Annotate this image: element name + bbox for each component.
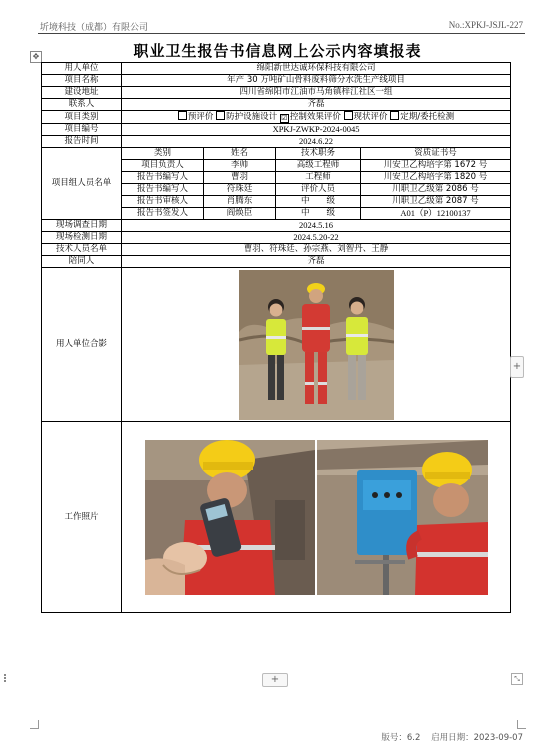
report-time-value[interactable]: 2024.6.22 bbox=[122, 136, 511, 148]
member-name[interactable]: 肖腾东 bbox=[204, 196, 276, 208]
checkbox-icon[interactable] bbox=[216, 111, 225, 120]
member-category: 报告书编写人 bbox=[122, 172, 204, 184]
member-cert[interactable]: 川安卫乙构培字第 1820 号 bbox=[361, 172, 511, 184]
sampling-date-value[interactable]: 2024.5.20-22 bbox=[122, 232, 511, 244]
page-corner-mark-icon bbox=[30, 720, 39, 729]
member-cert[interactable]: 川职卫乙级第 2087 号 bbox=[361, 196, 511, 208]
sampling-date-label: 现场检测日期 bbox=[42, 232, 122, 244]
team-header-cert: 资质证书号 bbox=[361, 148, 511, 160]
group-photo-label: 用人单位合影 bbox=[42, 268, 122, 422]
group-photo[interactable] bbox=[239, 270, 394, 420]
row-category bbox=[42, 111, 511, 124]
member-title[interactable]: 评价人员 bbox=[276, 184, 361, 196]
member-category: 报告书审核人 bbox=[122, 196, 204, 208]
escort-label: 陪同人 bbox=[42, 256, 122, 268]
employer-value[interactable]: 绵阳新世达诚环保科技有限公司 bbox=[122, 63, 511, 75]
checkbox-icon[interactable] bbox=[344, 111, 353, 120]
member-name[interactable]: 曹羽 bbox=[204, 172, 276, 184]
row-report-time bbox=[42, 136, 511, 148]
member-category: 项目负责人 bbox=[122, 160, 204, 172]
address-label: 建设地址 bbox=[42, 87, 122, 99]
work-photo-label: 工作照片 bbox=[42, 422, 122, 613]
member-title[interactable]: 中 级 bbox=[276, 208, 361, 220]
tech-staff-label: 技术人员名单 bbox=[42, 244, 122, 256]
category-option[interactable]: 预评价 bbox=[178, 112, 214, 122]
team-header-name: 姓名 bbox=[204, 148, 276, 160]
project-no-value[interactable]: XPKJ-ZWKP-2024-0045 bbox=[122, 124, 511, 136]
row-address bbox=[42, 87, 511, 99]
document-number: No.:XPKJ-JSJL-227 bbox=[448, 20, 523, 30]
report-time-label: 报告时间 bbox=[42, 136, 122, 148]
row-group-photo bbox=[42, 268, 511, 422]
contact-label: 联系人 bbox=[42, 99, 122, 111]
category-option[interactable]: 防护设施设计 bbox=[216, 112, 277, 122]
resize-handle-icon[interactable]: ⤡ bbox=[511, 673, 523, 685]
table-move-handle-icon[interactable]: ✥ bbox=[30, 51, 42, 63]
member-cert[interactable]: A01（P）12100137 bbox=[361, 208, 511, 220]
work-photo-cell bbox=[122, 422, 511, 613]
project-no-label: 项目编号 bbox=[42, 124, 122, 136]
member-name[interactable]: 李帅 bbox=[204, 160, 276, 172]
contact-value[interactable]: 齐磊 bbox=[122, 99, 511, 111]
company-header: 圻境科技（成都）有限公司 bbox=[40, 23, 149, 33]
category-option[interactable]: 定期/委托检测 bbox=[390, 112, 454, 122]
page-title: 职业卫生报告书信息网上公示内容填报表 bbox=[133, 42, 422, 60]
category-options bbox=[122, 111, 511, 124]
work-photo-image bbox=[145, 440, 488, 595]
drag-handle-icon[interactable] bbox=[2, 673, 8, 687]
category-label: 项目类别 bbox=[42, 111, 122, 124]
group-photo-cell bbox=[122, 268, 511, 422]
escort-value[interactable]: 齐磊 bbox=[122, 256, 511, 268]
page-footer bbox=[381, 731, 523, 743]
header-divider bbox=[38, 33, 525, 34]
member-title[interactable]: 中 级 bbox=[276, 196, 361, 208]
survey-date-value[interactable]: 2024.5.16 bbox=[122, 220, 511, 232]
checkbox-icon[interactable] bbox=[390, 111, 399, 120]
category-option[interactable]: 现状评价 bbox=[344, 112, 388, 122]
project-label: 项目名称 bbox=[42, 75, 122, 87]
checkbox-checked-icon[interactable]: ☑ bbox=[281, 114, 288, 122]
member-name[interactable]: 符珠廷 bbox=[204, 184, 276, 196]
group-photo-image bbox=[239, 270, 394, 420]
category-option-checked[interactable]: ☑ 控制效果评价 bbox=[281, 112, 341, 122]
member-name[interactable]: 阎焕臣 bbox=[204, 208, 276, 220]
row-employer bbox=[42, 63, 511, 75]
member-title[interactable]: 高级工程师 bbox=[276, 160, 361, 172]
add-column-icon[interactable]: + bbox=[510, 356, 524, 378]
row-tech-staff bbox=[42, 244, 511, 256]
member-cert[interactable]: 川安卫乙构培字第 1672 号 bbox=[361, 160, 511, 172]
row-sampling-date bbox=[42, 232, 511, 244]
row-survey-date bbox=[42, 220, 511, 232]
effective-date: 启用日期：2023-09-07 bbox=[431, 733, 523, 743]
page-corner-mark-icon bbox=[517, 720, 526, 729]
version-number: 版号：6.2 bbox=[381, 733, 421, 743]
member-title[interactable]: 工程师 bbox=[276, 172, 361, 184]
member-category: 报告书签发人 bbox=[122, 208, 204, 220]
project-value[interactable]: 年产 30 万吨矿山骨料废料筛分水洗生产线项目 bbox=[122, 75, 511, 87]
survey-date-label: 现场调查日期 bbox=[42, 220, 122, 232]
employer-label: 用人单位 bbox=[42, 63, 122, 75]
row-work-photo bbox=[42, 422, 511, 613]
row-project-no bbox=[42, 124, 511, 136]
row-contact bbox=[42, 99, 511, 111]
report-form-table bbox=[41, 62, 511, 613]
team-header-row bbox=[42, 148, 511, 160]
address-value[interactable]: 四川省绵阳市江油市马角镇梓江社区一组 bbox=[122, 87, 511, 99]
team-label: 项目组人员名单 bbox=[42, 148, 122, 220]
add-row-icon[interactable]: + bbox=[262, 673, 288, 687]
row-project bbox=[42, 75, 511, 87]
member-cert[interactable]: 川职卫乙级第 2086 号 bbox=[361, 184, 511, 196]
work-photo[interactable] bbox=[145, 440, 488, 595]
team-header-title: 技术职务 bbox=[276, 148, 361, 160]
member-category: 报告书编写人 bbox=[122, 184, 204, 196]
row-escort bbox=[42, 256, 511, 268]
checkbox-icon[interactable] bbox=[178, 111, 187, 120]
tech-staff-value[interactable]: 曹羽、符珠廷、孙宗燕、刘智丹、王静 bbox=[122, 244, 511, 256]
team-header-category: 类别 bbox=[122, 148, 204, 160]
